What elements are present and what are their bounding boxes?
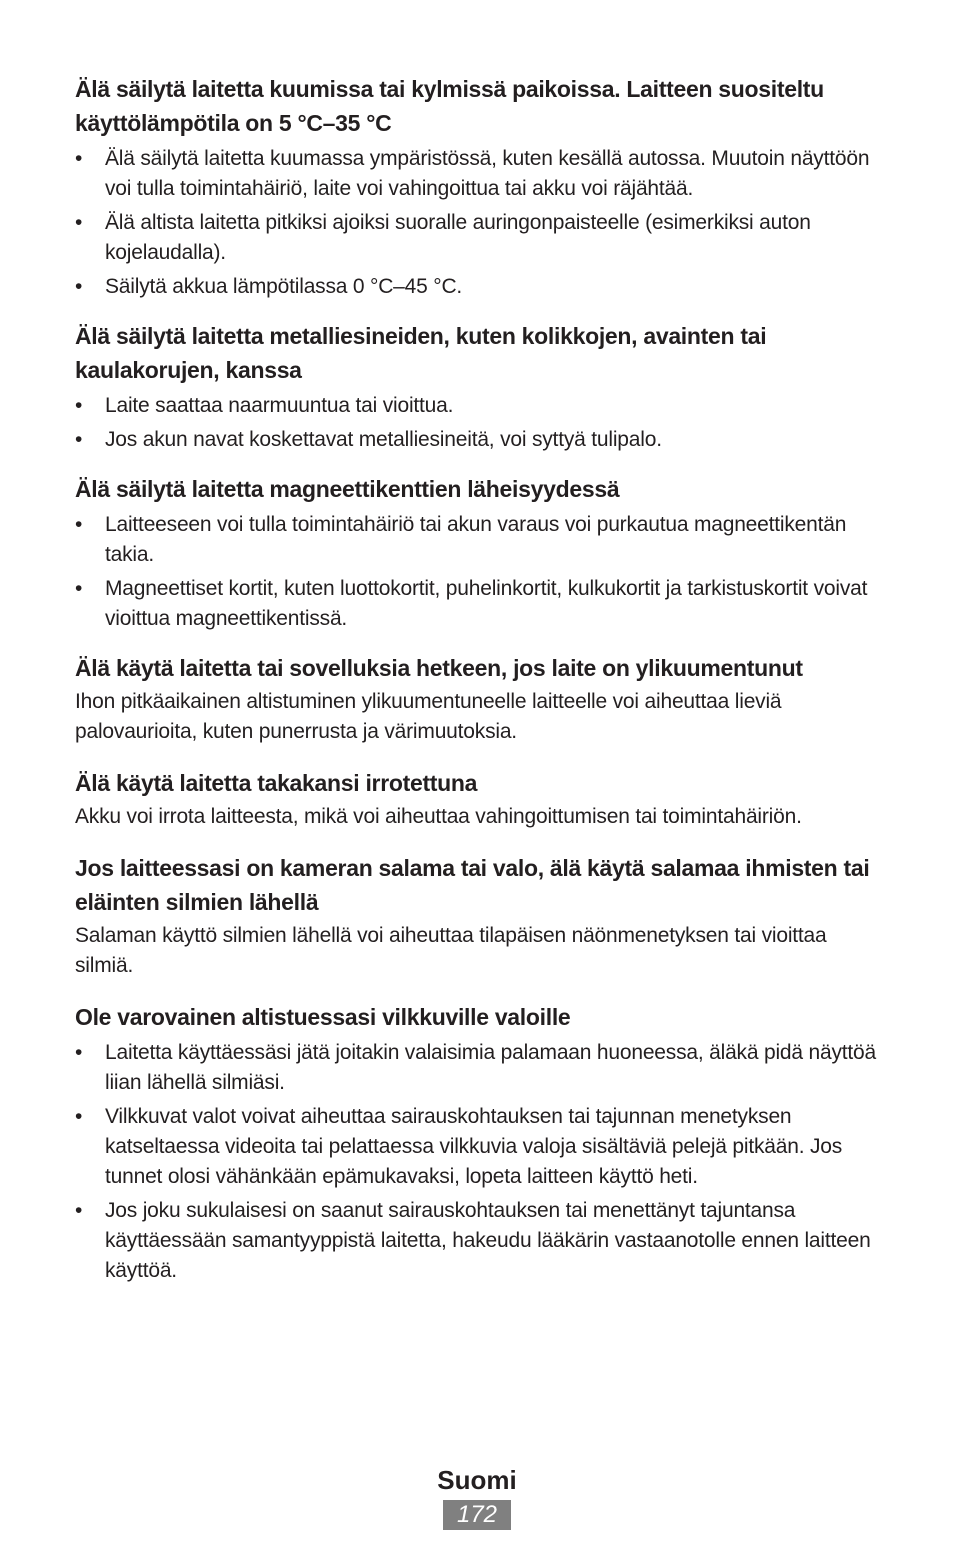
list-item: • Säilytä akkua lämpötilassa 0 °C–45 °C.: [75, 272, 885, 302]
section-heading: Ole varovainen altistuessasi vilkkuville valoille: [75, 1004, 571, 1030]
section-heading: Älä käytä laitetta takakansi irrotettuna: [75, 770, 478, 796]
list-item: • Älä altista laitetta pitkiksi ajoiksi suoralle auringonpaisteelle (esimerkiksi auton kojelaudalla).: [75, 208, 885, 268]
section-heading: Älä säilytä laitetta metalliesineiden, kuten kolikkojen, avainten tai kaulakorujen, kanssa: [75, 323, 767, 383]
bullet-list: [75, 1038, 885, 1286]
bullet-dot: •: [75, 513, 83, 536]
bullet-dot: •: [75, 1041, 83, 1064]
bullet-list: [75, 510, 885, 634]
bullet-list: [75, 144, 885, 302]
bullet-dot: •: [75, 1105, 83, 1128]
bullet-dot: •: [75, 211, 83, 234]
section-metal-objects: [75, 319, 885, 455]
section-flashing-lights: [75, 1000, 885, 1286]
list-item: • Älä säilytä laitetta kuumassa ympäristössä, kuten kesällä autossa. Muutoin näyttöön voi tulla toimintahäiriö, laite voi vahingoittua tai akku voi räjähtää.: [75, 144, 885, 204]
section-overheated: [75, 651, 885, 747]
bullet-dot: •: [75, 428, 83, 451]
bullet-dot: •: [75, 577, 83, 600]
section-text: Ihon pitkäaikainen altistuminen ylikuumentuneelle laitteelle voi aiheuttaa lieviä palovaurioita, kuten punerrusta ja värimuutoksia.: [75, 690, 782, 743]
list-item: • Jos akun navat koskettavat metalliesineitä, voi syttyä tulipalo.: [75, 425, 885, 455]
bullet-list: [75, 391, 885, 455]
section-heading: Jos laitteessasi on kameran salama tai valo, älä käytä salamaa ihmisten tai eläinten silmien lähellä: [75, 855, 870, 915]
section-back-cover: [75, 766, 885, 832]
section-magnetic-fields: [75, 472, 885, 634]
page-number: 172: [443, 1500, 511, 1530]
bullet-dot: •: [75, 275, 83, 298]
bullet-dot: •: [75, 147, 83, 170]
section-text: Salaman käyttö silmien lähellä voi aiheuttaa tilapäisen näönmenetyksen tai vioittaa silmiä.: [75, 924, 827, 977]
page-footer: [0, 1462, 954, 1530]
section-camera-flash: [75, 851, 885, 981]
list-item: • Magneettiset kortit, kuten luottokortit, puhelinkortit, kulkukortit ja tarkistuskortit voivat vioittua magneettikentissä.: [75, 574, 885, 634]
list-item: • Vilkkuvat valot voivat aiheuttaa sairauskohtauksen tai tajunnan menetyksen katseltaessa videoita tai pelattaessa vilkkuvia valoja sisältäviä pelejä pitkään. Jos tunnet olosi vähänkään epämukavaksi, lopeta laitteen käyttö heti.: [75, 1102, 885, 1192]
list-item: • Laite saattaa naarmuuntua tai vioittua.: [75, 391, 885, 421]
section-heading: Älä käytä laitetta tai sovelluksia hetkeen, jos laite on ylikuumentunut: [75, 655, 803, 681]
section-temperature: [75, 72, 885, 302]
list-item: • Laitetta käyttäessäsi jätä joitakin valaisimia palamaan huoneessa, äläkä pidä näyttöä liian lähellä silmiäsi.: [75, 1038, 885, 1098]
bullet-dot: •: [75, 1199, 83, 1222]
section-heading: Älä säilytä laitetta kuumissa tai kylmissä paikoissa. Laitteen suositeltu käyttölämpötila on 5 °C–35 °C: [75, 76, 824, 136]
list-item: • Laitteeseen voi tulla toimintahäiriö tai akun varaus voi purkautua magneettikentän takia.: [75, 510, 885, 570]
section-heading: Älä säilytä laitetta magneettikenttien läheisyydessä: [75, 476, 620, 502]
bullet-dot: •: [75, 394, 83, 417]
page-content: [75, 72, 885, 1290]
list-item: • Jos joku sukulaisesi on saanut sairauskohtauksen tai menettänyt tajuntansa käyttäessään samantyyppistä laitetta, hakeudu lääkärin vastaanotolle ennen laitteen käyttöä.: [75, 1196, 885, 1286]
footer-language: Suomi: [437, 1465, 517, 1495]
section-text: Akku voi irrota laitteesta, mikä voi aiheuttaa vahingoittumisen tai toimintahäiriön.: [75, 805, 802, 828]
